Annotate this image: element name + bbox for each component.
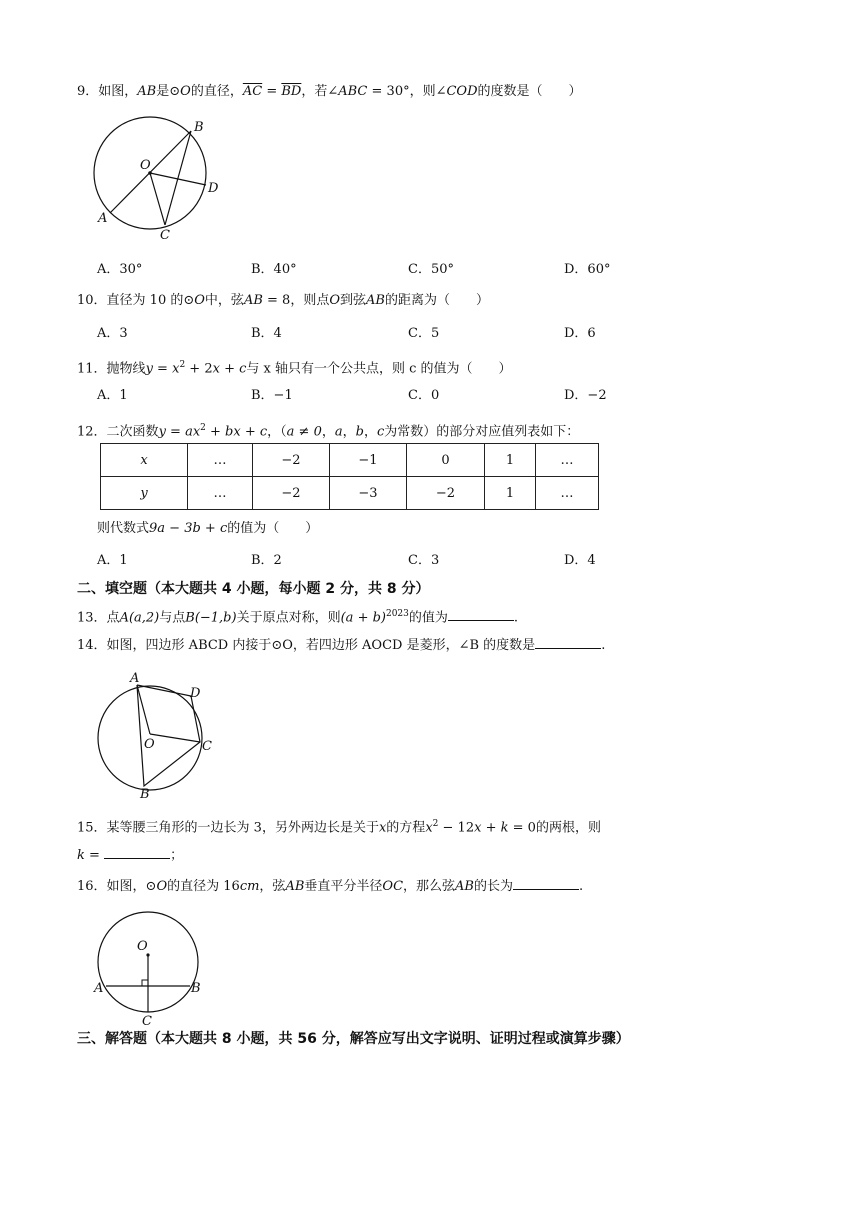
q15-equation: x xyxy=(425,820,433,836)
table-cell: … xyxy=(188,477,253,510)
q16-label-a: A xyxy=(94,981,104,996)
q9-abc: ABC xyxy=(338,84,368,99)
q15-text: = xyxy=(84,848,105,863)
q14-label-b: B xyxy=(140,787,150,802)
q12-value-table xyxy=(100,443,599,510)
q12-text: ， xyxy=(321,424,335,440)
q9-option-a[interactable]: A．30° xyxy=(97,262,143,277)
q10-o: O xyxy=(329,293,340,308)
q10-number: 10． xyxy=(77,293,107,308)
q11-text: 与 x 轴只有一个公共点，则 c 的值为（ ） xyxy=(246,361,512,377)
q13-text: 点 xyxy=(106,610,120,626)
q9-arc-bd: $\overline{BD}$ xyxy=(281,84,302,99)
q15-text: ； xyxy=(170,848,184,863)
q9-number: 9． xyxy=(77,84,99,99)
q15-equation: = 0 xyxy=(508,820,536,836)
table-cell: −2 xyxy=(407,477,485,510)
q9-text: 的度数是（ ） xyxy=(477,84,582,99)
q13-stem xyxy=(77,605,518,627)
q9-option-c[interactable]: C．50° xyxy=(408,262,454,277)
q13-text: . xyxy=(513,610,519,626)
q15-equation: − 12 xyxy=(438,820,475,836)
q16-label-o: O xyxy=(137,939,148,954)
q12-option-d[interactable]: D．4 xyxy=(564,553,596,568)
q12-b: b xyxy=(355,424,364,440)
q14-text: . xyxy=(601,638,606,653)
q14-label-a: A xyxy=(130,671,140,686)
q15-equation: x xyxy=(474,820,482,836)
q9-text: 如图， xyxy=(98,84,138,99)
q12-option-c[interactable]: C．3 xyxy=(408,553,440,568)
q9-text: = 30°，则∠ xyxy=(367,84,447,99)
table-header-x xyxy=(101,444,188,477)
table-cell: −3 xyxy=(330,477,407,510)
q12-option-b[interactable]: B．2 xyxy=(251,553,282,568)
q10-text: = 8，则点 xyxy=(262,293,330,308)
q12-number: 12． xyxy=(77,424,107,440)
table-cell: … xyxy=(536,477,599,510)
q11-text: 抛物线 xyxy=(106,361,146,377)
q14-text: 如图，四边形 ABCD 内接于⊙O，若四边形 AOCD 是菱形，∠B 的度数是 xyxy=(106,638,536,653)
q16-stem xyxy=(77,877,583,896)
q16-text: ，那么弦 xyxy=(403,879,456,894)
table-cell: … xyxy=(536,444,599,477)
q14-figure xyxy=(94,668,224,808)
q12-expression: 9a − 3b + c xyxy=(149,521,228,536)
q10-stem xyxy=(77,292,489,310)
q13-number: 13． xyxy=(77,610,107,626)
q16-number: 16． xyxy=(77,879,107,894)
q13-text: 的值为 xyxy=(408,610,448,626)
q9-label-c: C xyxy=(160,228,170,243)
q12-a: a xyxy=(334,424,343,440)
q10-option-d[interactable]: D．6 xyxy=(564,326,596,341)
q16-text: ，弦 xyxy=(259,879,286,894)
x-label: x xyxy=(140,452,148,468)
table-cell: 1 xyxy=(485,444,536,477)
q11-option-c[interactable]: C．0 xyxy=(408,388,440,403)
q9-label-o: O xyxy=(140,158,151,173)
q13-expression: (a + b) xyxy=(340,610,386,626)
q9-figure xyxy=(88,115,228,255)
q15-equation: + xyxy=(481,820,501,836)
q16-label-b: B xyxy=(191,981,201,996)
q10-ab: AB xyxy=(243,293,263,308)
q16-text: 垂直平分半径 xyxy=(304,879,383,894)
q13-text: 与点 xyxy=(159,610,186,626)
q12-exponent: 2 xyxy=(200,423,206,433)
q16-label-c: C xyxy=(142,1014,152,1029)
q13-exponent: 2023 xyxy=(385,609,409,619)
section-heading-fill-in: 二、填空题（本大题共 4 小题，每小题 2 分，共 8 分） xyxy=(77,581,430,597)
q11-text: + 2 xyxy=(185,361,213,377)
q15-answer-line xyxy=(77,846,183,865)
q12-text: ， xyxy=(342,424,356,440)
q14-label-d: D xyxy=(190,686,201,701)
q14-label-o: O xyxy=(144,737,155,752)
q15-exponent: 2 xyxy=(432,819,439,829)
q9-text: 的直径， xyxy=(190,84,243,99)
q12-condition: a ≠ 0 xyxy=(286,424,322,440)
q12-option-a[interactable]: A．1 xyxy=(97,553,128,568)
q10-ab: AB xyxy=(366,293,385,308)
q16-ab: AB xyxy=(285,879,305,894)
q14-answer-blank[interactable] xyxy=(535,636,601,649)
q10-o: O xyxy=(194,293,205,308)
q9-ab: AB xyxy=(137,84,157,99)
q16-text: 如图，⊙ xyxy=(106,879,157,894)
q12-question xyxy=(97,520,318,538)
q15-k: k xyxy=(77,848,85,863)
q15-text: 某等腰三角形的一边长为 3，另外两边长是关于 xyxy=(106,820,379,836)
q12-text: 的值为（ ） xyxy=(227,521,319,536)
q14-number: 14． xyxy=(77,638,107,653)
q13-text: 关于原点对称，则 xyxy=(236,610,341,626)
q15-equation: k xyxy=(500,820,509,836)
q12-stem xyxy=(77,419,579,441)
q15-number: 15． xyxy=(77,820,107,836)
q10-option-a[interactable]: A．3 xyxy=(97,326,128,341)
q12-formula: + bx + c xyxy=(205,424,268,440)
table-cell: 0 xyxy=(407,444,485,477)
q15-stem xyxy=(77,815,601,837)
q10-text: 直径为 10 的⊙ xyxy=(106,293,195,308)
q11-y: y xyxy=(145,361,153,377)
q11-x: x xyxy=(172,361,180,377)
table-cell: −2 xyxy=(253,477,330,510)
q16-text: 的直径为 16 xyxy=(167,879,240,894)
section-heading-answer: 三、解答题（本大题共 8 小题，共 56 分，解答应写出文字说明、证明过程或演算步骤） xyxy=(77,1031,630,1047)
q11-option-b[interactable]: B．−1 xyxy=(251,388,293,403)
q16-text: 的长为 xyxy=(473,879,513,894)
q13-point-a: A(a,2) xyxy=(119,610,160,626)
q16-unit: cm xyxy=(239,879,260,894)
q12-text: ，（ xyxy=(267,424,287,440)
q16-text: . xyxy=(579,879,584,894)
table-cell: … xyxy=(188,444,253,477)
q9-segment-oc xyxy=(150,173,165,225)
q13-point-b: B(−1,b) xyxy=(185,610,237,626)
q10-text: 到弦 xyxy=(340,293,367,308)
table-row xyxy=(101,444,599,477)
q12-text: 二次函数 xyxy=(106,424,159,440)
q14-label-c: C xyxy=(202,739,212,754)
q11-text: + xyxy=(219,361,240,377)
q16-o: O xyxy=(156,879,168,894)
q10-text: 的距离为（ ） xyxy=(384,293,489,308)
q11-option-d[interactable]: D．−2 xyxy=(564,388,607,403)
q11-option-a[interactable]: A．1 xyxy=(97,388,128,403)
q11-c: c xyxy=(239,361,247,377)
table-header-y xyxy=(101,477,188,510)
q9-stem xyxy=(77,83,582,101)
q15-x: x xyxy=(378,820,387,836)
q15-text: 的方程 xyxy=(386,820,426,836)
q10-option-c[interactable]: C．5 xyxy=(408,326,440,341)
q9-label-d: D xyxy=(208,181,219,196)
q11-exponent: 2 xyxy=(179,360,186,370)
q9-segment-bc xyxy=(165,131,191,225)
table-cell: 1 xyxy=(485,477,536,510)
q10-text: 中，弦 xyxy=(204,293,244,308)
q16-figure xyxy=(90,910,220,1030)
q12-c: c xyxy=(376,424,385,440)
q11-number: 11． xyxy=(77,361,107,377)
q14-stem xyxy=(77,636,605,655)
q16-ab: AB xyxy=(455,879,474,894)
q9-option-b[interactable]: B．40° xyxy=(251,262,297,277)
q10-option-b[interactable]: B．4 xyxy=(251,326,282,341)
y-label: y xyxy=(140,485,148,501)
q9-text: 是⊙ xyxy=(156,84,181,99)
q13-answer-blank[interactable] xyxy=(448,608,514,621)
q12-formula: y = ax xyxy=(158,424,201,440)
q9-cod: COD xyxy=(446,84,478,99)
q14-segment-oc xyxy=(150,734,200,742)
q12-text: 则代数式 xyxy=(97,521,150,536)
q15-answer-blank[interactable] xyxy=(104,846,170,859)
q16-right-angle-mark xyxy=(142,980,148,986)
q9-arc-ac: $\overline{AC}$ xyxy=(242,84,263,99)
q11-stem xyxy=(77,356,512,378)
q9-text: ，若∠ xyxy=(301,84,339,99)
q15-text: 的两根，则 xyxy=(535,820,601,836)
q16-oc: OC xyxy=(382,879,404,894)
q12-text: 为常数）的部分对应值列表如下： xyxy=(384,424,580,440)
table-row xyxy=(101,477,599,510)
q9-o: O xyxy=(180,84,191,99)
table-cell: −1 xyxy=(330,444,407,477)
q9-text: = xyxy=(262,84,282,99)
q11-text: = xyxy=(152,361,173,377)
q9-label-a: A xyxy=(98,211,108,226)
q9-label-b: B xyxy=(194,120,204,135)
q11-x: x xyxy=(212,361,220,377)
q9-option-d[interactable]: D．60° xyxy=(564,262,611,277)
table-cell: −2 xyxy=(253,444,330,477)
q12-text: ， xyxy=(363,424,377,440)
q16-answer-blank[interactable] xyxy=(513,877,579,890)
